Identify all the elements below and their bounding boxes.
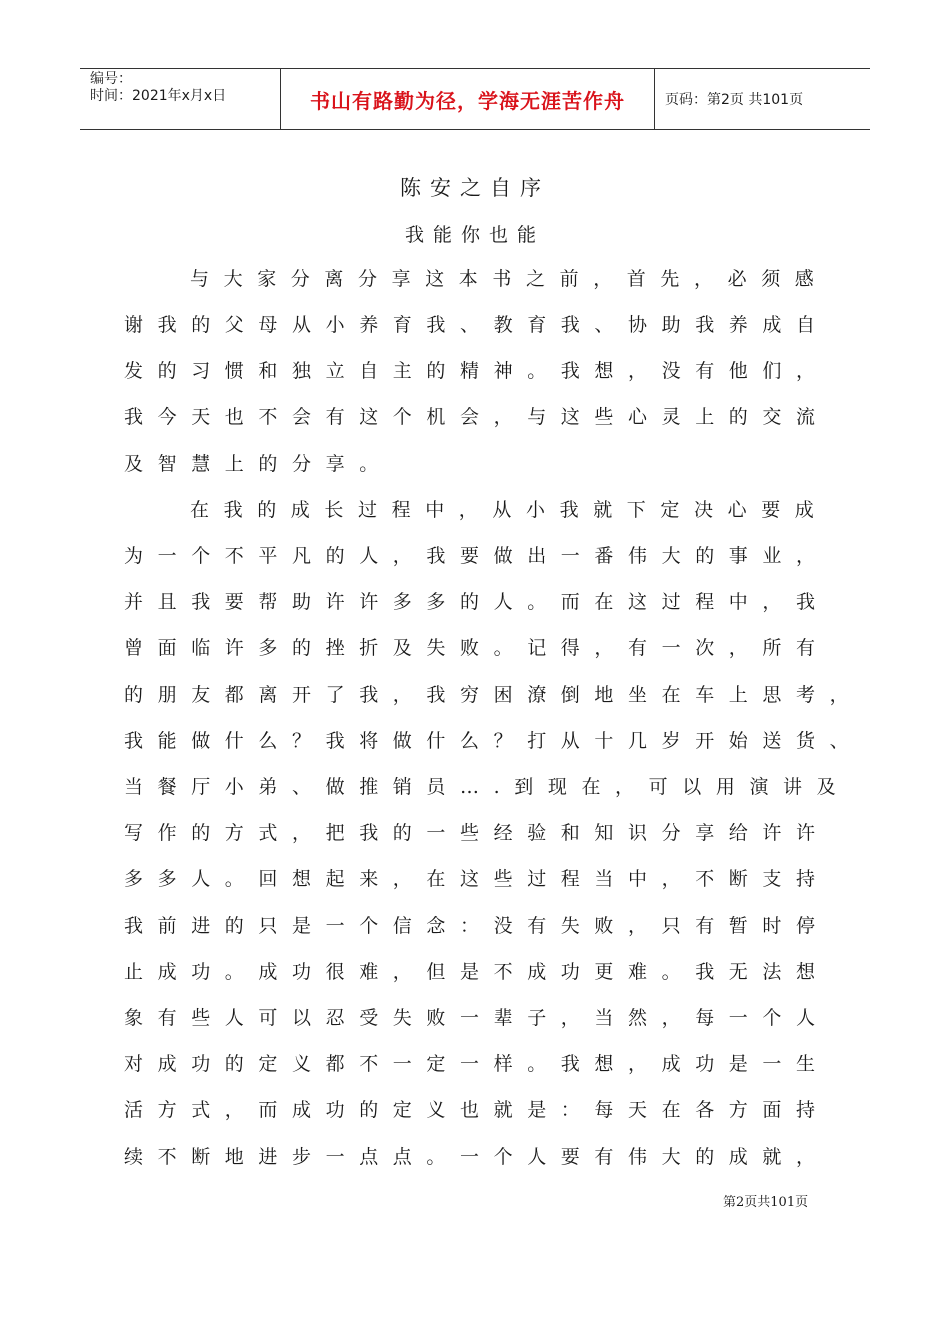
page-subtitle: 我能你也能 (404, 224, 545, 246)
page-header (80, 68, 870, 130)
body-line: 并且我要帮助许许多多的人。而在这过程中，我 (124, 591, 830, 613)
body-line: 对成功的定义都不一定一样。我想，成功是一生 (124, 1053, 830, 1075)
header-motto: 书山有路勤为径，学海无涯苦作舟 (281, 69, 655, 129)
body-line: 多多人。回想起来，在这些过程当中，不断支持 (124, 868, 830, 890)
body-line: 在我的成长过程中，从小我就下定决心要成 (190, 499, 829, 521)
header-page-info: 页码：第2页 共101页 (665, 92, 804, 108)
body-line: 为一个不平凡的人，我要做出一番伟大的事业， (124, 545, 830, 567)
body-line: 我今天也不会有这个机会，与这些心灵上的交流 (124, 406, 830, 428)
body-line: 止成功。成功很难，但是不成功更难。我无法想 (124, 961, 830, 983)
body-line: 发的习惯和独立自主的精神。我想，没有他们， (124, 360, 830, 382)
body-line: 谢我的父母从小养育我、教育我、协助我养成自 (124, 314, 830, 336)
body-line: 写作的方式，把我的一些经验和知识分享给许许 (124, 822, 830, 844)
body-line: 活方式，而成功的定义也就是：每天在各方面持 (124, 1099, 830, 1121)
body-line: 续不断地进步一点点。一个人要有伟大的成就， (124, 1146, 830, 1168)
document-date: 时间：2021年x月x日 (90, 88, 227, 104)
document-number-label: 编号： (90, 71, 132, 87)
body-line: 我能做什么？我将做什么？打从十几岁开始送货、 (124, 730, 864, 752)
page-footer: 第2页共101页 (723, 1195, 809, 1210)
body-line: 的朋友都离开了我，我穷困潦倒地坐在车上思考， (124, 684, 864, 706)
body-line: 当餐厅小弟、做推销员….到现在，可以用演讲及 (124, 776, 851, 798)
body-line: 曾面临许多的挫折及失败。记得，有一次，所有 (124, 637, 830, 659)
body-line: 与大家分离分享这本书之前，首先，必须感 (190, 268, 829, 290)
page-title: 陈安之自序 (400, 176, 550, 200)
header-meta (80, 69, 281, 129)
body-line: 及智慧上的分享。 (124, 453, 393, 475)
body-line: 我前进的只是一个信念：没有失败，只有暂时停 (124, 915, 830, 937)
body-line: 象有些人可以忍受失败一辈子，当然，每一个人 (124, 1007, 830, 1029)
